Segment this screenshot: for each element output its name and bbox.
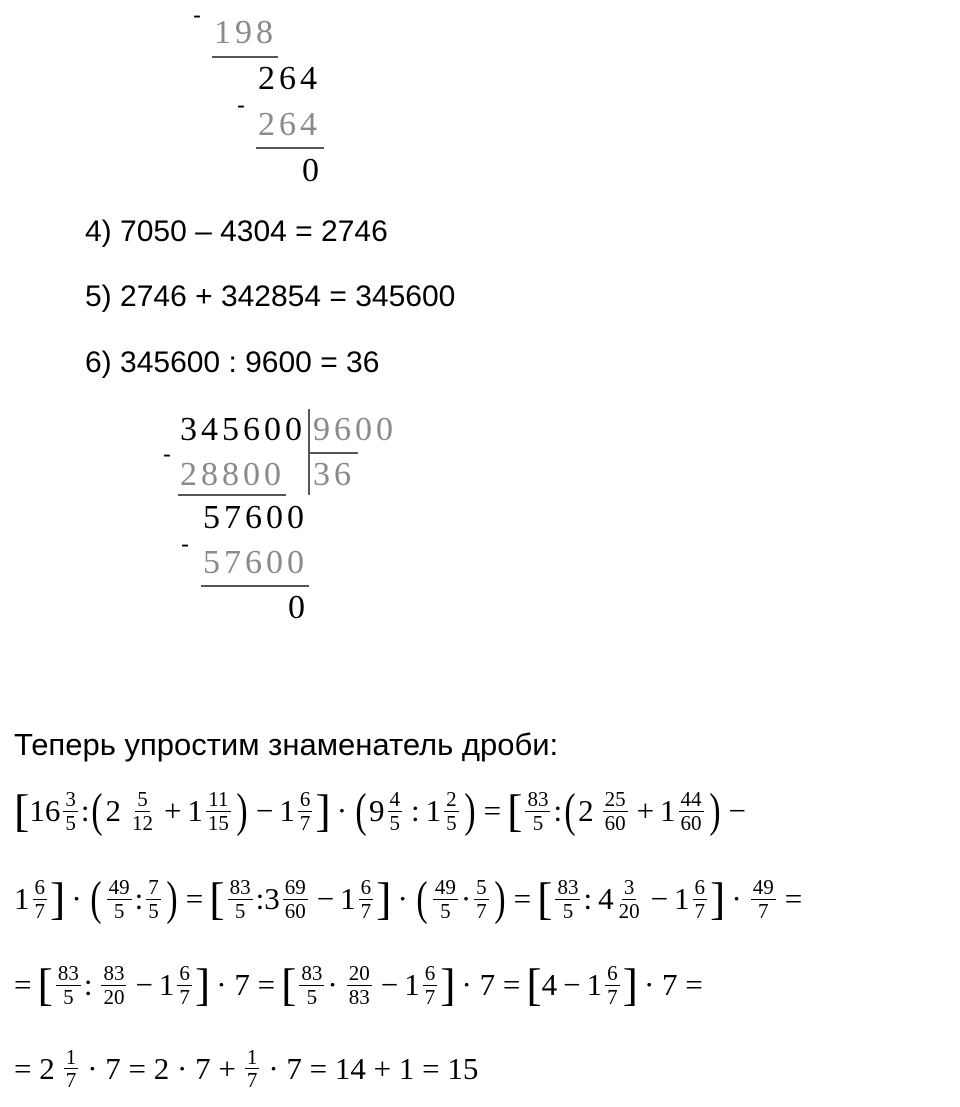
mixed-whole: 1	[187, 793, 203, 828]
subtrahend: 264	[258, 106, 321, 143]
operator: −	[380, 967, 399, 1002]
operator: ·	[460, 881, 472, 916]
fraction: $\frac{5}{7}$	[476, 875, 487, 923]
open-bracket: [	[14, 785, 30, 836]
math-line-4	[14, 1046, 478, 1091]
division-result: 0	[288, 589, 309, 626]
subtrahend: 198	[214, 14, 277, 51]
mixed-whole: 4	[598, 881, 614, 916]
operator: −	[728, 793, 747, 828]
operator: · 7 =	[461, 967, 521, 1002]
fraction: $\frac{6}{7}$	[607, 961, 618, 1009]
operator: :	[255, 881, 265, 916]
division-line	[201, 585, 309, 587]
fraction: $\frac{6}{7}$	[694, 875, 706, 923]
close-bracket: ]	[315, 785, 331, 836]
expression-text: · 7 = 2 · 7 +	[87, 1050, 236, 1086]
operator: =	[14, 967, 32, 1002]
fraction: $\frac{83}{20}$	[103, 961, 125, 1009]
close-paren: )	[166, 872, 178, 925]
operator: =	[513, 881, 532, 916]
math-line-3	[14, 959, 703, 1010]
minus-sign: -	[181, 531, 189, 558]
operator: +	[636, 793, 655, 828]
operator: ·	[397, 881, 408, 916]
division-line	[212, 56, 278, 58]
operator: −	[563, 967, 581, 1002]
fraction: $\frac{5}{12}$	[131, 787, 153, 835]
open-paren: (	[564, 784, 576, 837]
mixed-whole: 9	[369, 793, 385, 828]
open-paren: (	[91, 784, 104, 837]
fraction: $\frac{83}{5}$	[557, 875, 579, 923]
mixed-whole: 1	[660, 793, 676, 828]
mixed-whole: 1	[14, 881, 30, 916]
minus-sign: -	[163, 441, 171, 468]
quotient: 36	[313, 456, 355, 493]
fraction: $\frac{4}{5}$	[389, 787, 401, 835]
operator: ·	[731, 881, 742, 916]
mixed-whole: 1	[674, 881, 690, 916]
open-paren: (	[355, 784, 367, 837]
fraction: $\frac{6}{7}$	[299, 787, 311, 835]
operator: · 7 =	[216, 967, 276, 1002]
close-paren: )	[708, 784, 721, 837]
subtrahend: 28800	[180, 456, 285, 493]
close-bracket: ]	[710, 873, 726, 924]
math-line-1	[14, 784, 747, 837]
operator: :	[583, 881, 593, 916]
operator: :	[553, 793, 563, 828]
fraction: $\frac{3}{20}$	[618, 875, 640, 923]
close-paren: )	[464, 784, 476, 837]
step-6: 6) 345600 : 9600 = 36	[85, 346, 380, 379]
operator: ·	[327, 967, 338, 1002]
mixed-whole: 2	[578, 793, 594, 828]
fraction: $\frac{6}{7}$	[34, 875, 45, 923]
operator: ·	[71, 881, 82, 916]
operator: · 7 =	[643, 967, 703, 1002]
dividend: 345600	[180, 411, 306, 448]
close-bracket: ]	[194, 959, 211, 1010]
operator: =	[185, 881, 204, 916]
close-bracket: ]	[376, 873, 392, 924]
mixed-whole: 16	[29, 793, 61, 828]
minus-sign: -	[237, 92, 245, 119]
mixed-whole: 4	[541, 967, 558, 1002]
open-bracket: [	[37, 959, 53, 1010]
open-bracket: [	[537, 873, 553, 924]
divisor: 9600	[313, 411, 397, 448]
open-paren: (	[90, 872, 102, 925]
remainder: 264	[258, 60, 321, 97]
mixed-whole: 3	[264, 881, 280, 916]
operator: :	[134, 881, 144, 916]
close-bracket: ]	[50, 873, 66, 924]
operator: +	[163, 793, 182, 828]
fraction: $\frac{83}{5}$	[229, 875, 251, 923]
operator: =	[483, 793, 502, 828]
mixed-whole: 1	[158, 967, 175, 1002]
operator: −	[650, 881, 669, 916]
remainder: 57600	[203, 499, 308, 536]
operator: −	[135, 967, 153, 1002]
fraction: $\frac{20}{83}$	[348, 961, 370, 1009]
fraction: $\frac{83}{5}$	[301, 961, 323, 1009]
fraction: $\frac{69}{60}$	[284, 875, 306, 923]
open-bracket: [	[281, 959, 297, 1010]
fraction: $\frac{1}{7}$	[65, 1045, 77, 1093]
operator: :	[80, 793, 90, 828]
mixed-whole: 2	[105, 793, 121, 828]
open-bracket: [	[209, 873, 225, 924]
section-heading: Теперь упростим знаменатель дроби:	[14, 727, 559, 762]
quotient-line	[310, 452, 358, 454]
division-result: 0	[302, 152, 323, 189]
expression-text: · 7 = 14 + 1 = 15	[268, 1050, 479, 1086]
close-bracket: ]	[440, 959, 456, 1010]
open-bracket: [	[526, 959, 542, 1010]
fraction: $\frac{7}{5}$	[148, 875, 159, 923]
mixed-whole: 1	[425, 793, 442, 828]
fraction: $\frac{83}{5}$	[57, 961, 79, 1009]
fraction: $\frac{6}{7}$	[424, 961, 436, 1009]
mixed-whole: 1	[340, 881, 356, 916]
open-paren: (	[416, 872, 428, 925]
close-paren: )	[494, 872, 506, 925]
fraction: $\frac{6}{7}$	[179, 961, 190, 1009]
close-paren: )	[236, 784, 248, 837]
operator: ·	[336, 793, 348, 828]
division-line	[256, 147, 324, 149]
step-5: 5) 2746 + 342854 = 345600	[85, 280, 456, 313]
fraction: $\frac{49}{7}$	[752, 875, 774, 923]
fraction: $\frac{49}{5}$	[434, 875, 456, 923]
step-4: 4) 7050 – 4304 = 2746	[85, 215, 388, 248]
fraction: $\frac{49}{5}$	[108, 875, 130, 923]
operator: −	[316, 881, 335, 916]
math-line-2	[14, 872, 803, 925]
subtrahend: 57600	[203, 544, 308, 581]
close-bracket: ]	[622, 959, 638, 1010]
operator: −	[255, 793, 274, 828]
fraction: $\frac{3}{5}$	[65, 787, 76, 835]
operator: :	[83, 967, 93, 1002]
operator: =	[784, 881, 803, 916]
expression-text: = 2	[14, 1050, 55, 1086]
mixed-whole: 1	[586, 967, 603, 1002]
operator: :	[411, 793, 420, 828]
fraction: $\frac{25}{60}$	[604, 787, 626, 835]
mixed-whole: 1	[404, 967, 420, 1002]
fraction: $\frac{11}{15}$	[207, 787, 229, 835]
mixed-whole: 1	[279, 793, 295, 828]
open-bracket: [	[507, 785, 523, 836]
fraction: $\frac{2}{5}$	[446, 787, 457, 835]
fraction: $\frac{44}{60}$	[680, 787, 702, 835]
fraction: $\frac{1}{7}$	[246, 1045, 258, 1093]
fraction: $\frac{83}{5}$	[527, 787, 549, 835]
division-line	[178, 494, 286, 496]
minus-sign: -	[193, 2, 201, 29]
fraction: $\frac{6}{7}$	[360, 875, 372, 923]
